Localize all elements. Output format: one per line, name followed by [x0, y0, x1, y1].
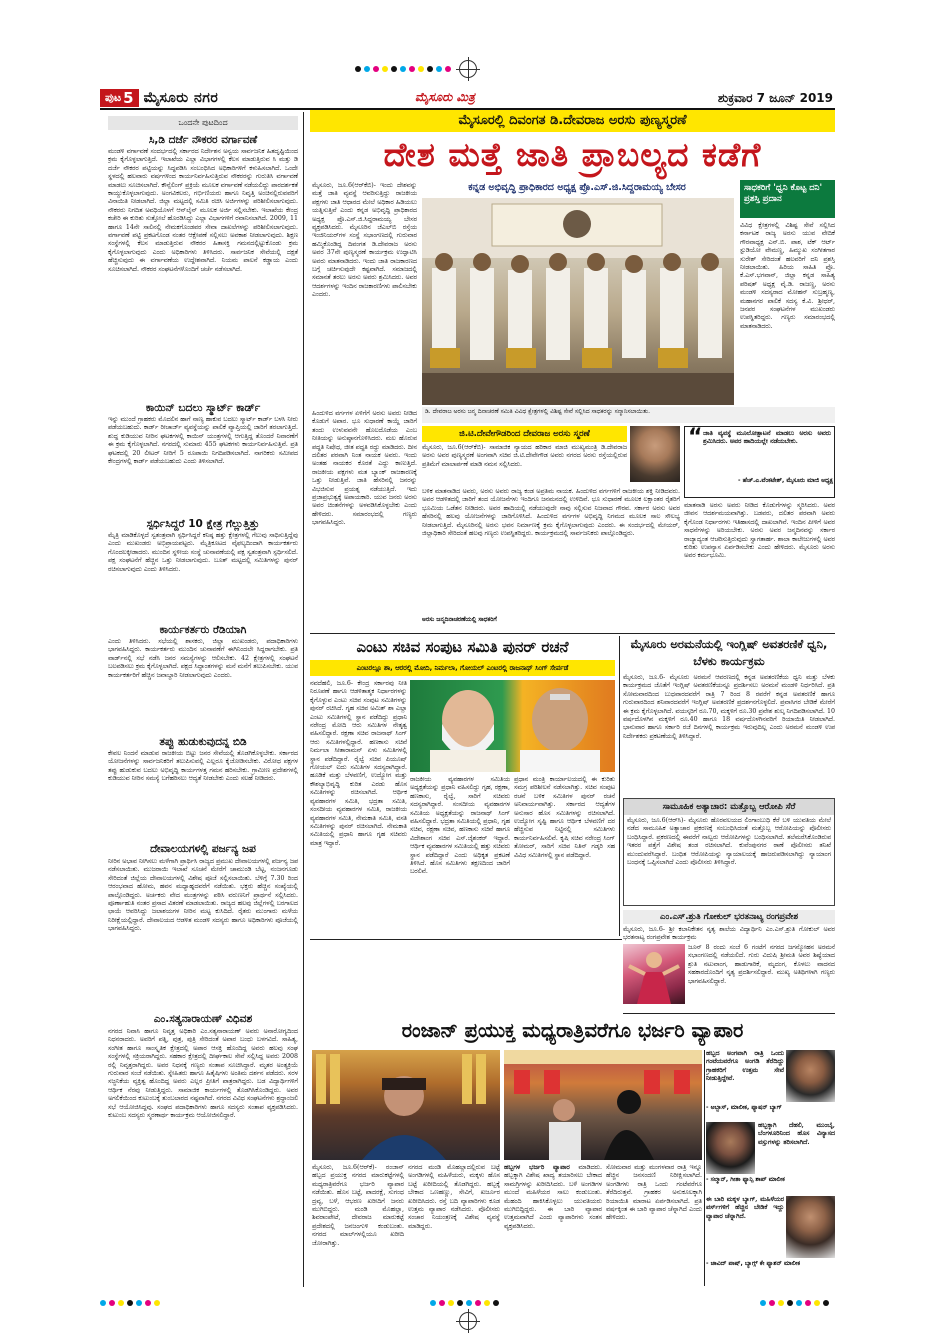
article-workers-ready-body: ಎಂದು ತಿಳಿಸಿದರು. ಸಭೆಯಲ್ಲಿ ಶಾಸಕರು, ಜಿಲ್ಲಾ ಮುಖಂಡರು, ಪದಾಧಿಕಾರಿಗಳು ಭಾಗವಹಿಸಿದ್ದರು. ಕಾರ್ಯಕರ್ತರು ಮುಂದಿನ ಚುನಾವಣೆಗೆ ಈಗಿನಿಂದಲೇ ಸಿದ್ಧರಾಗಬೇಕು. ಪ್ರತಿ ವಾರ್ಡ್‌ನಲ್ಲಿ ಸಭೆ ನಡೆಸಿ ಜನರ ಸಮಸ್ಯೆಗಳನ್ನು ಆಲಿಸಬೇಕು. 42 ಕ್ಷೇತ್ರಗಳಲ್ಲಿ ಸಂಘಟನೆ ಬಲಪಡಿಸಲು ಕ್ರಮ ಕೈಗೊಳ್ಳಲಾಗಿದೆ. ಪಕ್ಷದ ಸಿದ್ಧಾಂತಗಳನ್ನು ಮನೆ ಮನೆಗೆ ತಲುಪಿಸಬೇಕು. ಯುವ ಕಾರ್ಯಕರ್ತರಿಗೆ ಹೆಚ್ಚಿನ ಜವಾಬ್ದಾರಿ ನೀಡಲಾಗುವುದು ಎಂದರು.	[108, 638, 298, 679]
registration-mark-top	[459, 60, 477, 78]
article-ten-seats-body: ಮೈತ್ರಿ ಮಾಡಿಕೊಳ್ಳದೆ ಸ್ವತಂತ್ರವಾಗಿ ಸ್ಪರ್ಧಿಸಿದ್ದರೆ ಕನಿಷ್ಠ ಹತ್ತು ಕ್ಷೇತ್ರಗಳಲ್ಲಿ ಗೆಲುವು ಸಾಧಿಸುತ್ತಿದ್ದೆವು ಎಂದು ಮುಖಂಡರು ಅಭಿಪ್ರಾಯಪಟ್ಟರು. ಮೈತ್ರಿಕೂಟದ ವೈಫಲ್ಯದಿಂದಾಗಿ ಕಾರ್ಯಕರ್ತರು ಗೊಂದಲಕ್ಕೀಡಾದರು. ಮುಂದಿನ ಸ್ಥಳೀಯ ಸಂಸ್ಥೆ ಚುನಾವಣೆಯಲ್ಲಿ ಪಕ್ಷ ಸ್ವತಂತ್ರವಾಗಿ ಸ್ಪರ್ಧಿಸಲಿದೆ. ಪಕ್ಷ ಸಂಘಟನೆಗೆ ಹೆಚ್ಚಿನ ಒತ್ತು ನೀಡಲಾಗುವುದು. ಬೂತ್ ಮಟ್ಟದಲ್ಲಿ ಸಮಿತಿಗಳನ್ನು ಪುನರ್ ರಚಿಸಲಾಗುವುದು ಎಂದು ತಿಳಿಸಿದರು.	[108, 532, 298, 573]
ramzan-body-col1: ಮೈಸೂರು, ಜೂ.6(ಆರ್‌ಕೆ)- ರಂಜಾನ್ ಹಬ್ಬದ ಪ್ರಯುಕ್ತ ನಗರದ ಮಾರುಕಟ್ಟೆಗಳಲ್ಲಿ ಮಧ್ಯರಾತ್ರಿವರೆಗೂ ಭರ್ಜರಿ ವ್ಯಾಪಾರ ನಡೆಯಿತು. ಹೊಸ ಬಟ್ಟೆ, ಪಾದರಕ್ಷೆ, ಸುಗಂಧ ದ್ರವ್ಯ, ಬಳೆ, ಆಭರಣ ಖರೀದಿಗೆ ಜನರು ಮುಗಿಬಿದ್ದರು. ಮಂಡಿ ಮೊಹಲ್ಲಾ, ಶಿವರಾಂಪೇಟೆ, ದೇವರಾಜ ಮಾರುಕಟ್ಟೆ ಪ್ರದೇಶದಲ್ಲಿ ಜನಜಂಗುಳಿ ಕಂಡುಬಂತು. ನಗರದ ಮಾಲ್‌ಗಳಲ್ಲಿಯೂ ಖರೀದಿ ಜೋರಾಗಿತ್ತು.	[312, 1164, 404, 1247]
ramzan-quote3-text: ಈ ಬಾರಿ ಮಕ್ಕಳ ಬ್ಯಾಗ್, ಮಹಿಳೆಯರ ಪರ್ಸ್‌ಗಳಿಗೆ ಹೆಚ್ಚಿನ ಬೇಡಿಕೆ ಇದ್ದು ವ್ಯಾಪಾರ ಚೆನ್ನಾಗಿದೆ.	[706, 1196, 784, 1220]
ramzan-quote2-attr: - ಸಲ್ಮಾನ್, ಗೀತಾ ಫ್ಯಾನ್ಸಿ ಶಾಪ್ ಮಾಲೀಕ	[706, 1176, 785, 1183]
lead-kicker: ಮೈಸೂರಲ್ಲಿ ದಿವಂಗತ ಡಿ.ದೇವರಾಜ ಅರಸು ಪುಣ್ಯಸ್ಮರಣೆ	[310, 110, 835, 132]
masthead	[100, 88, 835, 110]
ramzan-body-col3: ಹಬ್ಬಗಳ ಭರ್ಜರಿ ವ್ಯಾಪಾರ ಮಾಡಿದರು. ಹಬ್ಬಕ್ಕಾಗಿ ವಿಶೇಷ ಖಾದ್ಯ ತಯಾರಿಸಲು ಬೇಕಾದ ಸಾಮಗ್ರಿಗಳನ್ನು ಖರೀದಿಸಿದರು. ಬಳೆ ಅಂಗಡಿಗಳ ಮುಂದೆ ಮಹಿಳೆಯರ ಸಾಲು ಕಂಡುಬಂತು. ಮೆಹಂದಿ ಹಾಕಿಸಿಕೊಳ್ಳಲು ಯುವತಿಯರು ಮುಗಿಬಿದ್ದಿದ್ದರು. ಈ ಬಾರಿ ವ್ಯಾಪಾರ ಉತ್ತಮವಾಗಿದೆ ಎಂದು ವ್ಯಾಪಾರಿಗಳು ಸಂತಸ ವ್ಯಕ್ತಪಡಿಸಿದರು.	[504, 1164, 602, 1230]
crime-box	[623, 798, 835, 906]
article-transfer-body: ಮಂಡಳಿ ವರ್ಗಾವಣೆ ಸಂದರ್ಭದಲ್ಲಿ ಸರ್ಕಾರದ ನಿರ್ದೇಶನ ಅನ್ವಯ ಸಾರ್ವಜನಿಕ ಹಿತದೃಷ್ಟಿಯಿಂದ ಕ್ರಮ ಕೈಗೊಳ್ಳಲಾಗುತ್ತಿದೆ. ಇಲಾಖೆಯ ಎಲ್ಲಾ ವಿಭಾಗಗಳಲ್ಲಿ ಕೆಲಸ ಮಾಡುತ್ತಿರುವ ಸಿ ಮತ್ತು ಡಿ ದರ್ಜೆ ನೌಕರರ ಪಟ್ಟಿಯನ್ನು ಸಿದ್ಧಪಡಿಸಿ ಸಂಬಂಧಿಸಿದ ಅಧಿಕಾರಿಗಳಿಗೆ ಕಳುಹಿಸಲಾಗಿದೆ. ಒಂದೇ ಸ್ಥಳದಲ್ಲಿ ಹಲವಾರು ವರ್ಷಗಳಿಂದ ಕಾರ್ಯನಿರ್ವಹಿಸುತ್ತಿರುವ ನೌಕರರನ್ನು ಗುರುತಿಸಿ ವರ್ಗಾವಣೆ ಮಾಡಲು ಸೂಚಿಸಲಾಗಿದೆ. ಕೌನ್ಸೆಲಿಂಗ್ ಪ್ರಕ್ರಿಯೆ ಮೂಲಕ ವರ್ಗಾವಣೆ ನಡೆಯಲಿದ್ದು ಪಾರದರ್ಶಕತೆ ಕಾಯ್ದುಕೊಳ್ಳಲಾಗುವುದು. ಅಂಗವಿಕಲರು, ಗರ್ಭಿಣಿಯರು ಹಾಗೂ ನಿವೃತ್ತಿ ಅಂಚಿನಲ್ಲಿರುವವರಿಗೆ ವಿನಾಯಿತಿ ನೀಡಲಾಗಿದೆ. ಜಿಲ್ಲಾ ಮಟ್ಟದಲ್ಲಿ ಸಮಿತಿ ರಚಿಸಿ ಅರ್ಜಿಗಳನ್ನು ಪರಿಶೀಲಿಸಲಾಗುವುದು. ನೌಕರರು ನಿಗದಿತ ಅವಧಿಯೊಳಗೆ ಆನ್‌ಲೈನ್ ಮೂಲಕ ಅರ್ಜಿ ಸಲ್ಲಿಸಬೇಕು. ಇಲಾಖೆಯ ಕೇಂದ್ರ ಕಚೇರಿ ಈ ಕುರಿತು ಸುತ್ತೋಲೆ ಹೊರಡಿಸಿದ್ದು ಎಲ್ಲಾ ವಿಭಾಗಗಳಿಗೆ ರವಾನಿಸಲಾಗಿದೆ. 2009, 11 ಹಾಗೂ 14ನೇ ಸಾಲಿನಲ್ಲಿ ನೇಮಕಗೊಂಡವರ ಸೇವಾ ದಾಖಲೆಗಳನ್ನು ಪರಿಶೀಲಿಸಲಾಗುವುದು. ವರ್ಗಾವಣೆ ಪಟ್ಟಿ ಪ್ರಕಟಗೊಂಡ ನಂತರ ಆಕ್ಷೇಪಣೆ ಸಲ್ಲಿಸಲು ಅವಕಾಶ ನೀಡಲಾಗುವುದು. ಶಿಕ್ಷಣ ಸಂಸ್ಥೆಗಳಲ್ಲಿ ಕೆಲಸ ಮಾಡುತ್ತಿರುವ ನೌಕರರ ಹಿತಾಸಕ್ತಿ ಗಮನದಲ್ಲಿಟ್ಟುಕೊಂಡು ಕ್ರಮ ಕೈಗೊಳ್ಳಲಾಗುವುದು ಎಂದು ಅಧಿಕಾರಿಗಳು ತಿಳಿಸಿದರು. ಸಾರ್ವಜನಿಕ ಸೇವೆಯಲ್ಲಿ ದಕ್ಷತೆ ಹೆಚ್ಚಿಸುವುದು ಈ ವರ್ಗಾವಣೆಯ ಉದ್ದೇಶವಾಗಿದೆ. ನಿಯಮ ಪಾಲನೆ ಕಡ್ಡಾಯ ಎಂದು ಸೂಚಿಸಲಾಗಿದೆ. ನೌಕರರ ಸಂಘಟನೆಗಳೊಂದಿಗೆ ಚರ್ಚೆ ನಡೆಸಲಾಗಿದೆ.	[108, 148, 298, 273]
headline-ten-seats: ಸ್ಪರ್ಧಿಸಿದ್ದರೆ 10 ಕ್ಷೇತ್ರ ಗೆಲ್ಲುತ್ತಿತ್ತು	[146, 518, 260, 530]
color-bar-bottom-mid	[430, 1300, 499, 1306]
award-body: ವಿವಿಧ ಕ್ಷೇತ್ರಗಳಲ್ಲಿ ವಿಶಿಷ್ಟ ಸೇವೆ ಸಲ್ಲಿಸಿದ ಕರ್ನಾಟಕ ರಾಜ್ಯ ಅರಸು ಯುವ ವೇದಿಕೆ ಗೌರವಾಧ್ಯಕ್ಷ ಎನ್.ಬಿ. ಪಾಶ, ಟೆಕ್ ಆರ್ಟ್ ಸ್ಟುಡಿಯೋ ವೇಮಣ್ಣ, ಹಿಮ್ಮುಖ ಸಂಗೀತಗಾರ ಸುರೇಶ್ ಸೇರಿದಂತೆ ಹಲವರಿಗೆ ದನಿ ಪ್ರಶಸ್ತಿ ನೀಡಲಾಯಿತು. ಹಿರಿಯ ಸಾಹಿತಿ ಪ್ರೊ. ಕೆ.ಎಸ್.ಭಗವಾನ್, ಜಿಲ್ಲಾ ಕನ್ನಡ ಸಾಹಿತ್ಯ ಪರಿಷತ್ ಅಧ್ಯಕ್ಷ ವೈ.ಡಿ. ರಾಜಣ್ಣ, ಅರಸು ಮಂಡಳಿ ಸದಸ್ಯರಾದ ಮೋಹನ್ ಸುಬ್ರಹ್ಮಣ್ಯ, ಮಹಾನಗರ ಪಾಲಿಕೆ ಸದಸ್ಯ ಕೆ.ವಿ. ಶ್ರೀಧರ್, ಜನಪರ ಸಂಘಟನೆಗಳ ಮುಖಂಡರು ಉಪಸ್ಥಿತರಿದ್ದರು. ಗಣ್ಯರು ಸಮಾರಂಭದಲ್ಲಿ ಮಾತನಾಡಿದರು.	[740, 222, 835, 330]
dancer-photo	[623, 944, 685, 1004]
gt-devegowda-body-2: ಬಳಿಕ ಮಾತನಾಡಿದ ಅವರು, ಅರಸು ಅವರು ರಾಜ್ಯ ಕಂಡ ಅಪ್ರತಿಮ ನಾಯಕ. ಹಿಂದುಳಿದ ವರ್ಗಗಳಿಗೆ ರಾಜಕೀಯ ಶಕ್ತಿ ನೀಡಿದವರು. ಅವರ ಆಡಳಿತದಲ್ಲಿ ಜಾರಿಗೆ ತಂದ ಯೋಜನೆಗಳು ಇಂದಿಗೂ ಜನಮನದಲ್ಲಿ ಉಳಿದಿವೆ. ಭೂ ಸುಧಾರಣೆ ಮೂಲಕ ಲಕ್ಷಾಂತರ ರೈತರಿಗೆ ಭೂಮಿಯ ಒಡೆತನ ನೀಡಿದರು. ಅವರ ಹಾದಿಯಲ್ಲಿ ನಡೆಯುವುದೇ ನಾವು ಸಲ್ಲಿಸುವ ನಿಜವಾದ ಗೌರವ. ಸರ್ಕಾರ ಅರಸು ಅವರ ಹೆಸರಿನಲ್ಲಿ ಹಲವು ಯೋಜನೆಗಳನ್ನು ಜಾರಿಗೊಳಿಸಿದೆ. ಹಿಂದುಳಿದ ವರ್ಗಗಳ ಅಭಿವೃದ್ಧಿ ನಿಗಮದ ಮೂಲಕ ಸಾಲ ಸೌಲಭ್ಯ ನೀಡಲಾಗುತ್ತಿದೆ. ಮೈಸೂರಿನಲ್ಲಿ ಅರಸು ಭವನ ನಿರ್ಮಾಣಕ್ಕೆ ಕ್ರಮ ಕೈಗೊಳ್ಳಲಾಗುವುದು ಎಂದರು. ಈ ಸಂದರ್ಭದಲ್ಲಿ ಮೇಯರ್, ಜಿಲ್ಲಾಧಿಕಾರಿ ಸೇರಿದಂತೆ ಹಲವು ಗಣ್ಯರು ಉಪಸ್ಥಿತರಿದ್ದರು. ಕಾರ್ಯಕ್ರಮದಲ್ಲಿ ಸಾರ್ವಜನಿಕರು ಪಾಲ್ಗೊಂಡಿದ್ದರು.	[422, 488, 680, 538]
dance-body-1: ಮೈಸೂರು, ಜೂ.6- ಶ್ರೀ ಕಲಾನಿಕೇತನ ನೃತ್ಯ ಶಾಲೆಯ ವಿದ್ಯಾರ್ಥಿನಿ ಎಂ.ಎಸ್.ಶ್ರುತಿ ಗೋಕುಲ್ ಅವರ ಭರತನಾಟ್ಯ ರಂಗಪ್ರವೇಶ ಕಾರ್ಯಕ್ರಮ	[623, 926, 835, 942]
left-column-divider	[303, 112, 304, 1287]
issue-date: ಶುಕ್ರವಾರ 7 ಜೂನ್ 2019	[717, 91, 833, 105]
ramzan-side-divider	[704, 1050, 705, 1286]
page-badge	[100, 89, 139, 107]
color-bar-bottom-left	[100, 1300, 160, 1306]
ramzan-quote1-attr: - ಅಬ್ಬಾಸ್, ಮಾಲೀಕ, ಫ್ಯಾಷನ್ ಬ್ಯಾಗ್	[706, 1104, 782, 1111]
palace-headline: ಮೈಸೂರು ಅರಮನೆಯಲ್ಲಿ ಇಂಗ್ಲಿಷ್ ಅವತರಣಿಕೆ ಧ್ವನಿ, ಬೆಳಕು ಕಾರ್ಯಕ್ರಮ	[630, 637, 828, 668]
felicitation-illustration	[422, 198, 734, 405]
cabinet-body-col2: ರಾಜಕೀಯ ವ್ಯವಹಾರಗಳ ಸಮಿತಿಯ ಅಧ್ಯಕ್ಷತೆಯನ್ನು ಪ್ರಧಾನಿ ವಹಿಸಲಿದ್ದು ಗೃಹ, ರಕ್ಷಣಾ, ಹಣಕಾಸು, ರೈಲ್ವೆ, ಸಾರಿಗೆ ಸಚಿವರು ಸದಸ್ಯರಾಗಿದ್ದಾರೆ. ಸಂಸದೀಯ ವ್ಯವಹಾರಗಳ ಸಮಿತಿಯ ಅಧ್ಯಕ್ಷತೆಯನ್ನು ರಾಜನಾಥ್ ಸಿಂಗ್ ವಹಿಸಲಿದ್ದಾರೆ. ಭದ್ರತಾ ಸಮಿತಿಯಲ್ಲಿ ಪ್ರಧಾನಿ, ಗೃಹ ಸಚಿವ, ರಕ್ಷಣಾ ಸಚಿವ, ಹಣಕಾಸು ಸಚಿವೆ ಹಾಗೂ ವಿದೇಶಾಂಗ ಸಚಿವ ಎಸ್.ಜೈಶಂಕರ್ ಇದ್ದಾರೆ. ಆರ್ಥಿಕ ವ್ಯವಹಾರಗಳ ಸಮಿತಿಯಲ್ಲಿ ಹತ್ತು ಸಚಿವರು ಸ್ಥಾನ ಪಡೆದಿದ್ದಾರೆ ಎಂದು ಅಧಿಕೃತ ಪ್ರಕಟಣೆ ತಿಳಿಸಿದೆ. ಹೊಸ ಸಮಿತಿಗಳು ತಕ್ಷಣದಿಂದ ಜಾರಿಗೆ ಬರಲಿವೆ.	[410, 776, 510, 876]
lead-photo-caption: ಡಿ. ದೇವರಾಜ ಅರಸು ಜನ್ಮ ದಿನಾಚರಣೆ ಸಮಿತಿ ವಿವಿಧ ಕ್ಷೇತ್ರಗಳಲ್ಲಿ ವಿಶಿಷ್ಟ ಸೇವೆ ಸಲ್ಲಿಸಿದ ಸಾಧಕರನ್ನು ಸನ್ಮಾನಿಸಲಾಯಿತು.	[422, 407, 835, 423]
headline-temple-prayers: ದೇವಾಲಯಗಳಲ್ಲಿ ಪರ್ಜನ್ಯ ಜಪ	[150, 843, 256, 855]
gt-devegowda-banner: ಜಿ.ಟಿ.ದೇವೇಗೌಡರಿಂದ ದೇವರಾಜ ಅರಸು ಸ್ಮರಣೆ	[422, 426, 627, 442]
quote-box-statue	[740, 438, 835, 628]
palace-body: ಮೈಸೂರು, ಜೂ.6- ಮೈಸೂರು ಅರಮನೆ ಆವರಣದಲ್ಲಿ ಕನ್ನಡ ಅವತರಣಿಕೆಯ ಧ್ವನಿ ಮತ್ತು ಬೆಳಕು ಕಾರ್ಯಕ್ರಮದ ಜೊತೆಗೆ ಇಂಗ್ಲಿಷ್ ಅವತರಣಿಕೆಯನ್ನೂ ಪ್ರದರ್ಶಿಸಲು ಅರಮನೆ ಮಂಡಳಿ ನಿರ್ಧರಿಸಿದೆ. ಪ್ರತಿ ಸೋಮವಾರದಿಂದ ಬುಧವಾರದವರೆಗೆ ರಾತ್ರಿ 7 ರಿಂದ 8 ರವರೆಗೆ ಕನ್ನಡ ಅವತರಣಿಕೆ ಹಾಗೂ ಗುರುವಾರದಿಂದ ಶನಿವಾರದವರೆಗೆ ಇಂಗ್ಲಿಷ್ ಅವತರಣಿಕೆ ಪ್ರದರ್ಶನಗೊಳ್ಳಲಿದೆ. ಪ್ರವಾಸಿಗರ ಬೇಡಿಕೆ ಮೇರೆಗೆ ಈ ಕ್ರಮ ಕೈಗೊಳ್ಳಲಾಗಿದೆ. ವಯಸ್ಕರಿಗೆ ರೂ.70, ಮಕ್ಕಳಿಗೆ ರೂ.30 ಪ್ರವೇಶ ಶುಲ್ಕ ನಿಗದಿಪಡಿಸಲಾಗಿದೆ. 10 ವರ್ಷದೊಳಗಿನ ಮಕ್ಕಳಿಗೆ ರೂ.40 ಹಾಗೂ 18 ವರ್ಷದೊಳಗಿನವರಿಗೆ ರಿಯಾಯಿತಿ ನೀಡಲಾಗಿದೆ. ಭಾನುವಾರ ಹಾಗೂ ಸರ್ಕಾರಿ ರಜೆ ದಿನಗಳಲ್ಲಿ ಕಾರ್ಯಕ್ರಮ ಇರುವುದಿಲ್ಲ ಎಂದು ಅರಮನೆ ಮಂಡಳಿ ಉಪ ನಿರ್ದೇಶಕರು ಪ್ರಕಟಣೆಯಲ್ಲಿ ತಿಳಿಸಿದ್ದಾರೆ.	[623, 674, 835, 740]
story4-top-rule-right	[623, 1013, 835, 1014]
market-illustration	[504, 1050, 702, 1160]
shopper-illustration	[312, 1050, 500, 1160]
gt-devegowda-portrait	[630, 426, 680, 482]
dance-body-2: ಜೂನ್ 8 ರಂದು ಸಂಜೆ 6 ಗಂಟೆಗೆ ನಗರದ ಜಗನ್ಮೋಹನ ಅರಮನೆ ಸಭಾಂಗಣದಲ್ಲಿ ನಡೆಯಲಿದೆ. ಗುರು ವಿದುಷಿ ಶ್ರೀಮತಿ ಅವರ ಶಿಷ್ಯೆಯಾದ ಶ್ರುತಿ ನಟುವಾಂಗ, ಹಾಡುಗಾರಿಕೆ, ಮೃದಂಗ, ಕೊಳಲು ವಾದನದ ಸಹಕಾರದೊಂದಿಗೆ ನೃತ್ಯ ಪ್ರದರ್ಶಿಸಲಿದ್ದಾರೆ. ಮುಖ್ಯ ಅತಿಥಿಗಳಾಗಿ ಗಣ್ಯರು ಭಾಗವಹಿಸಲಿದ್ದಾರೆ.	[688, 944, 835, 985]
color-bar-bottom-right	[760, 1300, 829, 1306]
quote-venkatesh-text: ಜಾತಿ ವ್ಯವಸ್ಥೆ ಮೂಲೋತ್ಪಾಟನೆ ಮಾಡಲು ಅರಸು ಅವರು ಶ್ರಮಿಸಿದರು. ಅವರ ಹಾದಿಯಲ್ಲೇ ನಡೆಯಬೇಕು.	[703, 430, 831, 446]
leaders-illustration	[410, 680, 615, 772]
ramzan-caption-1: ಹಬ್ಬಗಳ ಭರ್ಜರಿ ವ್ಯಾಪಾರ	[504, 1164, 570, 1171]
headline-workers-ready: ಕಾರ್ಯಕರ್ತರು ರೆಡಿಯಾಗಿ	[159, 624, 247, 636]
page-label: ಪುಟ	[105, 91, 122, 104]
ramzan-photo-shopper	[312, 1050, 500, 1160]
ramzan-quote3-portrait	[786, 1196, 835, 1258]
color-bar-top	[355, 66, 451, 72]
headline-obituary: ಎಂ.ಸತ್ಯನಾರಾಯಣ್ ವಿಧಿವಶ	[153, 1013, 253, 1025]
cabinet-subheadline: ಎಂಟರಲ್ಲೂ ಶಾ, ಆರರಲ್ಲಿ ಮೋದಿ, ನಿರ್ಮಲಾ, ಗೋಯಲ್ ಎಂಟರಲ್ಲಿ ರಾಜನಾಥ್ ಸಿಂಗ್ ಸೇರ್ಪಡೆ	[310, 660, 615, 676]
ramzan-body-col4: ಸೋಮವಾರ ಮತ್ತು ಮಂಗಳವಾರ ರಾತ್ರಿ ಇನ್ನೂ ಹೆಚ್ಚಿನ ಜನಸಂದಣಿ ನಿರೀಕ್ಷಿಸಲಾಗಿದೆ. ಅಂಗಡಿಗಳು ರಾತ್ರಿ ಒಂದು ಗಂಟೆವರೆಗೂ ತೆರೆದಿರುತ್ತವೆ. ಗ್ರಾಹಕರ ಅನುಕೂಲಕ್ಕಾಗಿ ರಿಯಾಯಿತಿ ಮಾರಾಟ ಏರ್ಪಡಿಸಲಾಗಿದೆ. ಪ್ರತಿ ವರ್ಷಕ್ಕಿಂತ ಈ ಬಾರಿ ವ್ಯಾಪಾರ ಚೆನ್ನಾಗಿದೆ ಎಂದು ಹೇಳಿದರು.	[606, 1164, 702, 1222]
headline-transfer: ಸಿ,ಡಿ ದರ್ಜೆ ನೌಕರರ ವರ್ಗಾವಣೆ	[148, 134, 258, 146]
ramzan-headline: ರಂಜಾನ್ ಪ್ರಯುಕ್ತ ಮಧ್ಯರಾತ್ರಿವರೆಗೂ ಭರ್ಜರಿ ವ್ಯಾಪಾರ	[401, 1019, 744, 1042]
gt-devegowda-body: ಮೈಸೂರು, ಜೂ.6(ಆರ್‌ಕೆಬಿ)- ಸಾಮಾಜಿಕ ನ್ಯಾಯದ ಹರಿಕಾರ ಮಾಜಿ ಮುಖ್ಯಮಂತ್ರಿ ಡಿ.ದೇವರಾಜ ಅರಸು ಅವರ ಪುಣ್ಯಸ್ಮರಣೆ ಅಂಗವಾಗಿ ಸಚಿವ ಜಿ.ಟಿ.ದೇವೇಗೌಡ ಅವರು ನಗರದ ಅರಸು ರಸ್ತೆಯಲ್ಲಿರುವ ಪ್ರತಿಮೆಗೆ ಮಾಲಾರ್ಪಣೆ ಮಾಡಿ ನಮನ ಸಲ್ಲಿಸಿದರು.	[422, 444, 627, 468]
lead-body-col1: ಮೈಸೂರು, ಜೂ.6(ಆರ್‌ಕೆಬಿ)- ಇಂದು ದೇಶವನ್ನು ಮತ್ತೆ ಜಾತಿ ವ್ಯವಸ್ಥೆ ಆವರಿಸುತ್ತಿದ್ದು ರಾಜಕೀಯ ಪಕ್ಷಗಳು ಜಾತಿ ಆಧಾರದ ಮೇಲೆ ಅಧಿಕಾರ ಹಿಡಿಯಲು ಯತ್ನಿಸುತ್ತಿವೆ ಎಂದು ಕನ್ನಡ ಅಭಿವೃದ್ಧಿ ಪ್ರಾಧಿಕಾರದ ಅಧ್ಯಕ್ಷ ಪ್ರೊ.ಎಸ್.ಜಿ.ಸಿದ್ದರಾಮಯ್ಯ ಬೇಸರ ವ್ಯಕ್ತಪಡಿಸಿದರು. ಮೈಸೂರಿನ ಜೆಎಲ್‌ಬಿ ರಸ್ತೆಯ ಇಂಜಿನಿಯರ್‌ಗಳ ಸಂಸ್ಥೆ ಸಭಾಂಗಣದಲ್ಲಿ ಗುರುವಾರ ಹಮ್ಮಿಕೊಂಡಿದ್ದ ದಿವಂಗತ ಡಿ.ದೇವರಾಜ ಅರಸು ಅವರ 37ನೇ ಪುಣ್ಯಸ್ಮರಣೆ ಕಾರ್ಯಕ್ರಮ ಉದ್ಘಾಟಿಸಿ ಅವರು ಮಾತನಾಡಿದರು. ಇಂದು ಜಾತಿ ರಾಜಕಾರಣದ ಬಗ್ಗೆ ಚರ್ಚಿಸುವುದೇ ಕಷ್ಟವಾಗಿದೆ. ಸಮಾಜದಲ್ಲಿ ಸಮಾನತೆ ತರಲು ಅರಸು ಅವರು ಶ್ರಮಿಸಿದರು. ಅವರ ಆದರ್ಶಗಳನ್ನು ಇಂದಿನ ರಾಜಕಾರಣಿಗಳು ಪಾಲಿಸಬೇಕು ಎಂದರು.	[312, 182, 417, 299]
quote-open-icon: “	[688, 425, 703, 450]
ramzan-quote1-text: ಹಬ್ಬದ ಅಂಗವಾಗಿ ರಾತ್ರಿ ಒಂದು ಗಂಟೆಯವರೆಗೂ ಅಂಗಡಿ ತೆರೆದಿದ್ದು ಗ್ರಾಹಕರಿಗೆ ಉತ್ತಮ ಸೇವೆ ನೀಡುತ್ತಿದ್ದೇವೆ.	[706, 1050, 784, 1083]
lead-body-col2: ಹಿಂದುಳಿದ ವರ್ಗಗಳ ಏಳಿಗೆಗೆ ಅರಸು ಅವರು ನೀಡಿದ ಕೊಡುಗೆ ಅಪಾರ. ಭೂ ಸುಧಾರಣೆ ಕಾಯ್ದೆ ಜಾರಿಗೆ ತಂದು ಉಳುವವನೇ ಹೊಲದೊಡೆಯ ಎಂಬ ನೀತಿಯನ್ನು ಅನುಷ್ಠಾನಗೊಳಿಸಿದರು. ಮಲ ಹೊರುವ ಪದ್ಧತಿ ನಿಷೇಧ, ಜೀತ ಪದ್ಧತಿ ರದ್ದು ಮಾಡಿದರು. ದೀನ ದಲಿತರ ಪರವಾಗಿ ನಿಂತ ನಾಯಕ ಅವರು. ಇಂದು ಅಂತಹ ನಾಯಕರ ಕೊರತೆ ಎದ್ದು ಕಾಣುತ್ತಿದೆ. ರಾಜಕೀಯ ಪಕ್ಷಗಳು ಮತ ಬ್ಯಾಂಕ್ ರಾಜಕಾರಣಕ್ಕೆ ಒತ್ತು ನೀಡುತ್ತಿವೆ. ಜಾತಿ ಹೆಸರಿನಲ್ಲಿ ಜನರನ್ನು ವಿಭಜಿಸುವ ಪ್ರಯತ್ನ ನಡೆಯುತ್ತಿದೆ. ಇದು ಪ್ರಜಾಪ್ರಭುತ್ವಕ್ಕೆ ಅಪಾಯಕಾರಿ. ಯುವ ಜನರು ಅರಸು ಅವರ ಚಿಂತನೆಗಳನ್ನು ಅಳವಡಿಸಿಕೊಳ್ಳಬೇಕು ಎಂದು ಹೇಳಿದರು. ಸಮಾರಂಭದಲ್ಲಿ ಗಣ್ಯರು ಭಾಗವಹಿಸಿದ್ದರು.	[312, 410, 417, 527]
headline-stop-fault-finding: ತಪ್ಪು ಹುಡುಕುವುದನ್ನ ಬಿಡಿ	[159, 736, 247, 748]
ramzan-quote2-text: ಹಬ್ಬಕ್ಕಾಗಿ ದೆಹಲಿ, ಮುಂಬೈ, ಬೆಂಗಳೂರಿನಿಂದ ಹೊಸ ವಿನ್ಯಾಸದ ವಸ್ತುಗಳನ್ನು ತರಿಸಲಾಗಿದೆ.	[758, 1122, 835, 1146]
ramzan-photo-market	[504, 1050, 702, 1160]
ramzan-body-col2: ನಗರದ ಮಂಡಿ ಮೊಹಲ್ಲಾದಲ್ಲಿರುವ ಬಟ್ಟೆ ಅಂಗಡಿಗಳಲ್ಲಿ ಮಹಿಳೆಯರು, ಮಕ್ಕಳು ಹೊಸ ಬಟ್ಟೆ ಖರೀದಿಯಲ್ಲಿ ತೊಡಗಿದ್ದರು. ಹಬ್ಬಕ್ಕೆ ಬೇಕಾದ ಒಣಹಣ್ಣು, ಸೇವಿಗೆ, ಖರ್ಜೂರ ಖರೀದಿಸಿದರು. ರಸ್ತೆ ಬದಿ ವ್ಯಾಪಾರಿಗಳು ಕೂಡ ಉತ್ತಮ ವ್ಯಾಪಾರ ನಡೆಸಿದರು. ಪೊಲೀಸರು ಸಂಚಾರ ನಿಯಂತ್ರಣಕ್ಕೆ ವಿಶೇಷ ವ್ಯವಸ್ಥೆ ಮಾಡಿದ್ದರು.	[408, 1164, 500, 1230]
ramzan-quote2-portrait	[706, 1122, 755, 1174]
article-temple-prayers-body: ನೀರಿನ ಅಭಾವ ನೀಗಿಸಲು ಮಳೆಗಾಗಿ ಪ್ರಾರ್ಥಿಸಿ ರಾಜ್ಯದ ಪ್ರಮುಖ ದೇವಾಲಯಗಳಲ್ಲಿ ಪರ್ಜನ್ಯ ಜಪ ನಡೆಸಲಾಯಿತು. ಮುಜರಾಯಿ ಇಲಾಖೆ ಸೂಚನೆ ಮೇರೆಗೆ ಚಾಮುಂಡಿ ಬೆಟ್ಟ, ನಂಜನಗೂಡು ಸೇರಿದಂತೆ ಜಿಲ್ಲೆಯ ದೇವಾಲಯಗಳಲ್ಲಿ ವಿಶೇಷ ಪೂಜೆ ಸಲ್ಲಿಸಲಾಯಿತು. ಬೆಳಿಗ್ಗೆ 7.30 ರಿಂದ ಆರಂಭವಾದ ಹೋಮ, ಹವನ ಮಧ್ಯಾಹ್ನದವರೆಗೆ ನಡೆಯಿತು. ಭಕ್ತರು ಹೆಚ್ಚಿನ ಸಂಖ್ಯೆಯಲ್ಲಿ ಪಾಲ್ಗೊಂಡಿದ್ದರು. ಅರ್ಚಕರು ವೇದ ಮಂತ್ರಗಳನ್ನು ಪಠಿಸಿ ವರುಣನಿಗೆ ಪ್ರಾರ್ಥನೆ ಸಲ್ಲಿಸಿದರು. ಪೂರ್ಣಾಹುತಿ ನಂತರ ಪ್ರಸಾದ ವಿತರಣೆ ಮಾಡಲಾಯಿತು. ರಾಜ್ಯದ ಹಲವು ಜಿಲ್ಲೆಗಳಲ್ಲಿ ಬರಗಾಲದ ಛಾಯೆ ಆವರಿಸಿದ್ದು ಜಲಾಶಯಗಳ ನೀರಿನ ಮಟ್ಟ ಕುಸಿದಿದೆ. ರೈತರು ಮುಂಗಾರು ಮಳೆಯ ನಿರೀಕ್ಷೆಯಲ್ಲಿದ್ದಾರೆ. ದೇವಾಲಯದ ಆಡಳಿತ ಮಂಡಳಿ ಸದಸ್ಯರು ಹಾಗೂ ಅಧಿಕಾರಿಗಳು ಪೂಜೆಯಲ್ಲಿ ಭಾಗವಹಿಸಿದ್ದರು.	[108, 858, 298, 933]
cabinet-body-col3: ಪ್ರಧಾನ ಮಂತ್ರಿ ಕಾರ್ಯಾಲಯದಲ್ಲಿ ಈ ಕುರಿತು ಸಮಗ್ರ ಪರಿಶೀಲನೆ ನಡೆಸಲಾಗಿತ್ತು. ಸಚಿವ ಸಂಪುಟ ರಚನೆ ಬಳಿಕ ಸಮಿತಿಗಳ ಪುನರ್ ರಚನೆ ಅನಿವಾರ್ಯವಾಗಿತ್ತು. ಸರ್ಕಾರದ ಆದ್ಯತೆಗಳ ಅನುಸಾರ ಹೊಸ ಸಮಿತಿಗಳನ್ನು ರಚಿಸಲಾಗಿದೆ. ಉದ್ಯೋಗ ಸೃಷ್ಟಿ ಹಾಗೂ ಆರ್ಥಿಕ ಬೆಳವಣಿಗೆ ದರ ಹೆಚ್ಚಿಸುವ ನಿಟ್ಟಿನಲ್ಲಿ ಸಮಿತಿಗಳು ಕಾರ್ಯನಿರ್ವಹಿಸಲಿವೆ. ಕೃಷಿ ಸಚಿವ ನರೇಂದ್ರ ಸಿಂಗ್ ತೋಮರ್, ಸಾರಿಗೆ ಸಚಿವ ನಿತಿನ್ ಗಡ್ಕರಿ ಸಹ ವಿವಿಧ ಸಮಿತಿಗಳಲ್ಲಿ ಸ್ಥಾನ ಪಡೆದಿದ್ದಾರೆ.	[514, 776, 615, 859]
paper-name: ಮೈಸೂರು ಮಿತ್ರ	[415, 90, 475, 104]
headline-smart-card: ಕಾಯಿನ್ ಬದಲು ಸ್ಮಾರ್ಟ್ ಕಾರ್ಡ್	[145, 402, 261, 414]
lead-photo-felicitation	[422, 198, 734, 405]
article-fault-finding-body: ಕೇವಲ ನಿಂದನೆ ಮಾಡುವ ರಾಜಕೀಯ ಬಿಟ್ಟು ಜನರ ಸೇವೆಯಲ್ಲಿ ತೊಡಗಿಕೊಳ್ಳಬೇಕು. ಸರ್ಕಾರದ ಯೋಜನೆಗಳನ್ನು ಸಾರ್ವಜನಿಕರಿಗೆ ತಲುಪಿಸುವಲ್ಲಿ ಎಲ್ಲರೂ ಕೈಜೋಡಿಸಬೇಕು. ವಿರೋಧ ಪಕ್ಷಗಳ ತಪ್ಪು ಹುಡುಕುವ ಬದಲು ಅಭಿವೃದ್ಧಿ ಕಾರ್ಯಗಳತ್ತ ಗಮನ ಹರಿಸಬೇಕು. ಗ್ರಾಮೀಣ ಪ್ರದೇಶಗಳಲ್ಲಿ ಕುಡಿಯುವ ನೀರಿನ ಸಮಸ್ಯೆ ಬಗೆಹರಿಸಲು ಆದ್ಯತೆ ನೀಡಬೇಕು ಎಂದು ಸಲಹೆ ನೀಡಿದರು.	[108, 750, 298, 783]
article-obituary-body: ನಗರದ ನಿವಾಸಿ ಹಾಗೂ ನಿವೃತ್ತ ಅಧಿಕಾರಿ ಎಂ.ಸತ್ಯನಾರಾಯಣ್ ಅವರು ಅನಾರೋಗ್ಯದಿಂದ ನಿಧನರಾದರು. ಅವರಿಗೆ ಪತ್ನಿ, ಪುತ್ರ, ಪುತ್ರಿ ಸೇರಿದಂತೆ ಅಪಾರ ಬಂಧು ಬಳಗವಿದೆ. ಸಾಹಿತ್ಯ, ಸಂಗೀತ ಹಾಗೂ ಸಾಂಸ್ಕೃತಿಕ ಕ್ಷೇತ್ರದಲ್ಲಿ ಅಪಾರ ಆಸಕ್ತಿ ಹೊಂದಿದ್ದ ಅವರು ಹಲವು ಸಂಘ ಸಂಸ್ಥೆಗಳಲ್ಲಿ ಸಕ್ರಿಯರಾಗಿದ್ದರು. ಸಹಕಾರ ಕ್ಷೇತ್ರದಲ್ಲಿ ದೀರ್ಘಕಾಲ ಸೇವೆ ಸಲ್ಲಿಸಿದ್ದ ಅವರು 2008 ರಲ್ಲಿ ನಿವೃತ್ತರಾಗಿದ್ದರು. ಅವರ ನಿಧನಕ್ಕೆ ಗಣ್ಯರು ಸಂತಾಪ ಸೂಚಿಸಿದ್ದಾರೆ. ಮೃತರ ಅಂತ್ಯಕ್ರಿಯೆ ಗುರುವಾರ ಸಂಜೆ ನಡೆಯಿತು. ಸ್ನೇಹಿತರು ಹಾಗೂ ಹಿತೈಷಿಗಳು ಅಂತಿಮ ದರ್ಶನ ಪಡೆದರು. ಸರಳ ಸಜ್ಜನಿಕೆಯ ವ್ಯಕ್ತಿತ್ವ ಹೊಂದಿದ್ದ ಅವರು ಎಲ್ಲರ ಪ್ರೀತಿಗೆ ಪಾತ್ರರಾಗಿದ್ದರು. ಬಡ ವಿದ್ಯಾರ್ಥಿಗಳಿಗೆ ಆರ್ಥಿಕ ನೆರವು ನೀಡುತ್ತಿದ್ದರು. ಸಾಮಾಜಿಕ ಕಾರ್ಯಗಳಲ್ಲಿ ತೊಡಗಿಸಿಕೊಂಡಿದ್ದರು. ಅವರ ಅಗಲಿಕೆಯಿಂದ ಕುಟುಂಬಕ್ಕೆ ತುಂಬಲಾರದ ನಷ್ಟವಾಗಿದೆ. ನಗರದ ವಿವಿಧ ಸಂಘಟನೆಗಳು ಶ್ರದ್ಧಾಂಜಲಿ ಸಭೆ ಆಯೋಜಿಸಿದ್ದವು. ಸಂಘದ ಪದಾಧಿಕಾರಿಗಳು ಹಾಗೂ ಸದಸ್ಯರು ಸಂತಾಪ ವ್ಯಕ್ತಪಡಿಸಿದರು. ಕುಟುಂಬ ಸದಸ್ಯರು ಸ್ಮರಣಾರ್ಥ ಕಾರ್ಯಕ್ರಮ ಆಯೋಜಿಸಲಿದ್ದಾರೆ.	[108, 1028, 298, 1120]
crime-box-body: ಮೈಸೂರು, ಜೂ.6(ಆರ್‌ಸಿ)- ಮೈಸೂರು ಹೊರವಲಯದ ಲಿಂಗಾಂಬುಧಿ ಕೆರೆ ಬಳಿ ಯುವತಿಯ ಮೇಲೆ ನಡೆದ ಸಾಮೂಹಿಕ ಅತ್ಯಾಚಾರ ಪ್ರಕರಣಕ್ಕೆ ಸಂಬಂಧಿಸಿದಂತೆ ಮತ್ತೊಬ್ಬ ಆರೋಪಿಯನ್ನು ಪೊಲೀಸರು ಬಂಧಿಸಿದ್ದಾರೆ. ಪ್ರಕರಣದಲ್ಲಿ ಈವರೆಗೆ ನಾಲ್ವರು ಆರೋಪಿಗಳನ್ನು ಬಂಧಿಸಲಾಗಿದೆ. ತಲೆಮರೆಸಿಕೊಂಡಿರುವ ಇತರರ ಪತ್ತೆಗೆ ವಿಶೇಷ ತಂಡ ರಚಿಸಲಾಗಿದೆ. ಕುವೆಂಪುನಗರ ಠಾಣೆ ಪೊಲೀಸರು ತನಿಖೆ ಮುಂದುವರೆಸಿದ್ದಾರೆ. ಬಂಧಿತ ಆರೋಪಿಯನ್ನು ನ್ಯಾಯಾಲಯಕ್ಕೆ ಹಾಜರುಪಡಿಸಲಾಗಿದ್ದು ನ್ಯಾಯಾಂಗ ಬಂಧನಕ್ಕೆ ಒಪ್ಪಿಸಲಾಗಿದೆ ಎಂದು ಪೊಲೀಸರು ತಿಳಿಸಿದ್ದಾರೆ.	[627, 817, 831, 867]
newspaper-page	[100, 88, 835, 1300]
ramzan-quote3-attr: - ಜಾವಿದ್ ಪಾಷ್, ಬ್ಯಾಗ್ಸ್ ಕೇ ಫ್ಯಾಶನ್ ಮಾಲೀಕ	[706, 1260, 801, 1267]
continued-banner: ಒಂದನೇ ಪುಟದಿಂದ	[108, 116, 298, 130]
dance-headline: ಎಂ.ಎಸ್.ಶ್ರುತಿ ಗೋಕುಲ್ ಭರತನಾಟ್ಯ ರಂಗಪ್ರವೇಶ	[623, 910, 835, 924]
article-smart-card-body: ಇನ್ನು ಮುಂದೆ ಗ್ರಾಹಕರು ಮೊದಲಿನ ಹಾಗೆ ನಾಣ್ಯ ಹಾಕುವ ಬದಲು ಸ್ಮಾರ್ಟ್ ಕಾರ್ಡ್ ಬಳಸಿ ನೀರು ಪಡೆಯಬಹುದು. ಕಾರ್ಡ್ ರೀಚಾರ್ಜ್ ವ್ಯವಸ್ಥೆಯನ್ನು ಪಾಲಿಕೆ ವ್ಯಾಪ್ತಿಯಲ್ಲಿ ಜಾರಿಗೆ ತರಲಾಗುತ್ತಿದೆ. ಶುದ್ಧ ಕುಡಿಯುವ ನೀರಿನ ಘಟಕಗಳಲ್ಲಿ ಕಾಯಿನ್ ಯಂತ್ರಗಳಲ್ಲಿ ಆಗುತ್ತಿದ್ದ ತೊಂದರೆ ನಿವಾರಣೆಗೆ ಈ ಕ್ರಮ ಕೈಗೊಳ್ಳಲಾಗಿದೆ. ನಗರದಲ್ಲಿ ಸುಮಾರು 455 ಘಟಕಗಳು ಕಾರ್ಯನಿರ್ವಹಿಸುತ್ತಿವೆ. ಪ್ರತಿ ಘಟಕದಲ್ಲಿ 20 ಲೀಟರ್ ನೀರಿಗೆ 5 ರೂಪಾಯಿ ನಿಗದಿಪಡಿಸಲಾಗಿದೆ. ನಾಗರಿಕರು ಸಮೀಪದ ಕೇಂದ್ರಗಳಲ್ಲಿ ಕಾರ್ಡ್ ಪಡೆಯಬಹುದು ಎಂದು ತಿಳಿಸಲಾಗಿದೆ.	[108, 416, 298, 466]
quote-venkatesh-attr: - ಹೆಚ್.ಎ.ವೆಂಕಟೇಶ್, ಮೈಸೂರು ಮಾಜಿ ಅಧ್ಯಕ್ಷ	[738, 477, 833, 484]
award-side-box: ಸಾಧಕರಿಗೆ 'ಧ್ವನಿ ಕೊಟ್ಟ ದನಿ' ಪ್ರಶಸ್ತಿ ಪ್ರದಾನ	[740, 180, 835, 218]
lead-bottom-rule	[310, 633, 835, 634]
ramzan-quote1-portrait	[786, 1050, 835, 1102]
lead-body-col3: ಮಾತನಾಡಿ ಅರಸು ಅವರು ನೀಡಿದ ಕೊಡುಗೆಗಳನ್ನು ಸ್ಮರಿಸಿದರು. ಅವರ ಜೀವನ ಆದರ್ಶಮಯವಾಗಿತ್ತು. ಬಡವರು, ದಲಿತರ ಪರವಾಗಿ ಅವರು ಕೈಗೊಂಡ ನಿರ್ಧಾರಗಳು ಇತಿಹಾಸದಲ್ಲಿ ದಾಖಲಾಗಿವೆ. ಇಂದಿನ ಪೀಳಿಗೆ ಅವರ ಸಾಧನೆಗಳನ್ನು ಅರಿಯಬೇಕು. ಅರಸು ಅವರ ಜನ್ಮದಿನವನ್ನು ಸರ್ಕಾರ ರಾಜ್ಯಾದ್ಯಂತ ಆಚರಿಸುತ್ತಿರುವುದು ಸ್ವಾಗತಾರ್ಹ. ಶಾಲಾ ಕಾಲೇಜುಗಳಲ್ಲಿ ಅವರ ಕುರಿತು ಉಪನ್ಯಾಸ ಏರ್ಪಡಿಸಬೇಕು ಎಂದು ಹೇಳಿದರು. ಮೈಸೂರು ಅರಸು ಅವರ ಕರ್ಮಭೂಮಿ.	[684, 502, 835, 560]
lead-subheadline: ಕನ್ನಡ ಅಭಿವೃದ್ಧಿ ಪ್ರಾಧಿಕಾರದ ಅಧ್ಯಕ್ಷ ಪ್ರೊ.ಎಸ್.ಜಿ.ಸಿದ್ದರಾಮಯ್ಯ ಬೇಸರ	[468, 182, 686, 193]
inner-caption: ಅರಸು ಜನ್ಮದಿನಾಚರಣೆಯಲ್ಲಿ ಸಾಧಕರಿಗೆ	[422, 616, 497, 623]
crime-box-title: ಸಾಮೂಹಿಕ ಅತ್ಯಾಚಾರ: ಮತ್ತೊಬ್ಬ ಆರೋಪಿ ಸೆರೆ	[624, 799, 834, 815]
story4-top-rule	[310, 939, 622, 940]
cabinet-headline: ಎಂಟು ಸಚಿವ ಸಂಪುಟ ಸಮಿತಿ ಪುನರ್ ರಚನೆ	[356, 638, 569, 656]
registration-mark-bottom	[459, 1312, 477, 1330]
cabinet-divider	[619, 636, 620, 936]
cabinet-body-col1: ನವದೆಹಲಿ, ಜೂ.6- ಕೇಂದ್ರ ಸರ್ಕಾರವು ನೀತಿ ನಿರೂಪಣೆ ಹಾಗೂ ಆಡಳಿತಾತ್ಮಕ ನಿರ್ಧಾರಗಳನ್ನು ಕೈಗೊಳ್ಳುವ ಎಂಟು ಸಚಿವ ಸಂಪುಟ ಸಮಿತಿಗಳನ್ನು ಪುನರ್ ರಚಿಸಿದೆ. ಗೃಹ ಸಚಿವ ಅಮಿತ್ ಶಾ ಎಲ್ಲಾ ಎಂಟು ಸಮಿತಿಗಳಲ್ಲಿ ಸ್ಥಾನ ಪಡೆದಿದ್ದು ಪ್ರಧಾನಿ ನರೇಂದ್ರ ಮೋದಿ ಆರು ಸಮಿತಿಗಳ ನೇತೃತ್ವ ವಹಿಸಲಿದ್ದಾರೆ. ರಕ್ಷಣಾ ಸಚಿವ ರಾಜನಾಥ್ ಸಿಂಗ್ ಆರು ಸಮಿತಿಗಳಲ್ಲಿದ್ದಾರೆ. ಹಣಕಾಸು ಸಚಿವೆ ನಿರ್ಮಲಾ ಸೀತಾರಾಮನ್ ಏಳು ಸಮಿತಿಗಳಲ್ಲಿ ಸ್ಥಾನ ಪಡೆದಿದ್ದಾರೆ. ರೈಲ್ವೆ ಸಚಿವ ಪಿಯೂಷ್ ಗೋಯಲ್ ಐದು ಸಮಿತಿಗಳ ಸದಸ್ಯರಾಗಿದ್ದಾರೆ. ಹೂಡಿಕೆ ಮತ್ತು ಬೆಳವಣಿಗೆ, ಉದ್ಯೋಗ ಮತ್ತು ಕೌಶಲ್ಯಾಭಿವೃದ್ಧಿ ಕುರಿತ ಎರಡು ಹೊಸ ಸಮಿತಿಗಳನ್ನು ರಚಿಸಲಾಗಿದೆ. ಆರ್ಥಿಕ ವ್ಯವಹಾರಗಳ ಸಮಿತಿ, ಭದ್ರತಾ ಸಮಿತಿ, ಸಂಸದೀಯ ವ್ಯವಹಾರಗಳ ಸಮಿತಿ, ರಾಜಕೀಯ ವ್ಯವಹಾರಗಳ ಸಮಿತಿ, ನೇಮಕಾತಿ ಸಮಿತಿ, ವಸತಿ ಸಮಿತಿಗಳನ್ನು ಪುನರ್ ರಚಿಸಲಾಗಿದೆ. ನೇಮಕಾತಿ ಸಮಿತಿಯಲ್ಲಿ ಪ್ರಧಾನಿ ಹಾಗೂ ಗೃಹ ಸಚಿವರು ಮಾತ್ರ ಇದ್ದಾರೆ.	[310, 680, 407, 847]
modi-amitshah-photo	[410, 680, 615, 772]
page-number: 5	[123, 89, 134, 107]
lead-headline: ದೇಶ ಮತ್ತೆ ಜಾತಿ ಪ್ರಾಬಲ್ಯದ ಕಡೆಗೆ	[383, 135, 762, 174]
dancer-illustration	[623, 944, 685, 1004]
section-name: ಮೈಸೂರು ನಗರ	[143, 90, 219, 106]
